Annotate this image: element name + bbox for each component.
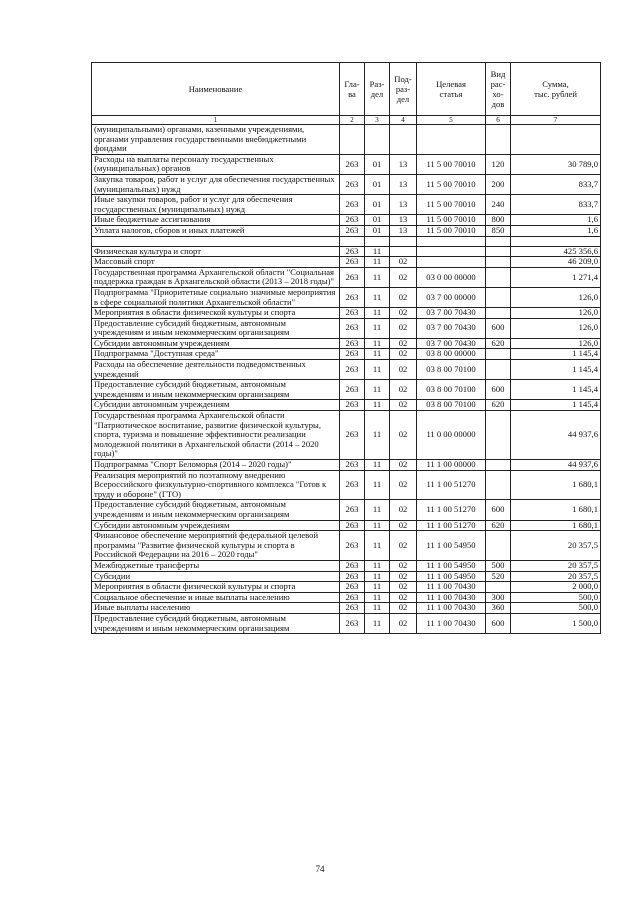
row-sum — [511, 125, 601, 155]
column-number: 4 — [390, 116, 417, 125]
row-name: Подпрограмма "Приоритетные социально значимые мероприятия в сфере социальной политики Архангельской области" — [92, 287, 340, 307]
row-glava: 263 — [340, 531, 365, 561]
row-vid — [486, 470, 511, 500]
row-sum: 1 680,1 — [511, 470, 601, 500]
table-row — [92, 411, 601, 460]
row-target: 11 1 00 70430 — [417, 592, 486, 603]
row-name: Субсидии автономным учреждениям — [92, 520, 340, 531]
table-row — [92, 154, 601, 174]
row-podrazdel: 13 — [390, 174, 417, 194]
row-glava: 263 — [340, 154, 365, 174]
row-razdel: 11 — [365, 470, 390, 500]
header-name: Наименование — [92, 63, 340, 116]
row-target: 11 1 00 51270 — [417, 500, 486, 520]
row-razdel: 11 — [365, 400, 390, 411]
row-glava: 263 — [340, 603, 365, 614]
row-target — [417, 246, 486, 257]
row-target: 03 7 00 70430 — [417, 338, 486, 349]
row-podrazdel: 13 — [390, 215, 417, 226]
row-razdel — [365, 125, 390, 155]
row-sum: 46 209,0 — [511, 257, 601, 268]
row-glava: 263 — [340, 560, 365, 571]
table-row — [92, 400, 601, 411]
row-razdel: 01 — [365, 225, 390, 236]
row-vid: 200 — [486, 174, 511, 194]
row-name: Государственная программа Архангельской области "Патриотическое воспитание, развитие физической культуры, спорта, туризма и повышение эффективности реализации молодежной политики в Архангельской области (2014 – 2020 годы)" — [92, 411, 340, 460]
header-glava: Гла- ва — [340, 63, 365, 116]
header-vid: Вид рас- хо- дов — [486, 63, 511, 116]
column-number: 3 — [365, 116, 390, 125]
row-name: Иные выплаты населению — [92, 603, 340, 614]
row-target: 03 8 00 70100 — [417, 380, 486, 400]
row-razdel — [365, 236, 390, 246]
row-target: 11 1 00 54950 — [417, 571, 486, 582]
row-target: 11 1 00 54950 — [417, 531, 486, 561]
table-row — [92, 571, 601, 582]
row-glava: 263 — [340, 380, 365, 400]
header-razdel: Раз- дел — [365, 63, 390, 116]
column-number: 2 — [340, 116, 365, 125]
table-row — [92, 582, 601, 593]
table-row — [92, 267, 601, 287]
row-name: Подпрограмма "Доступная среда" — [92, 349, 340, 360]
row-podrazdel: 13 — [390, 225, 417, 236]
row-sum: 20 357,5 — [511, 531, 601, 561]
row-name: Предоставление субсидий бюджетным, автономным учреждениям и иным некоммерческим организациям — [92, 380, 340, 400]
row-glava: 263 — [340, 215, 365, 226]
row-glava: 263 — [340, 571, 365, 582]
row-vid: 120 — [486, 154, 511, 174]
row-target — [417, 257, 486, 268]
row-glava: 263 — [340, 287, 365, 307]
row-vid — [486, 125, 511, 155]
row-name: Субсидии автономным учреждениям — [92, 400, 340, 411]
row-name: Уплата налогов, сборов и иных платежей — [92, 225, 340, 236]
row-vid: 360 — [486, 603, 511, 614]
row-razdel: 11 — [365, 360, 390, 380]
row-vid: 500 — [486, 560, 511, 571]
row-podrazdel: 02 — [390, 411, 417, 460]
row-vid — [486, 582, 511, 593]
row-name: Субсидии автономным учреждениям — [92, 338, 340, 349]
row-target: 11 1 00 51270 — [417, 520, 486, 531]
row-podrazdel: 02 — [390, 400, 417, 411]
row-podrazdel: 02 — [390, 360, 417, 380]
row-target: 11 0 00 00000 — [417, 411, 486, 460]
row-glava: 263 — [340, 470, 365, 500]
row-target: 11 1 00 70430 — [417, 582, 486, 593]
row-glava: 263 — [340, 267, 365, 287]
row-podrazdel: 02 — [390, 308, 417, 319]
row-podrazdel: 02 — [390, 613, 417, 633]
row-podrazdel: 13 — [390, 154, 417, 174]
row-razdel: 11 — [365, 338, 390, 349]
table-header-row — [92, 63, 601, 116]
table-row — [92, 215, 601, 226]
row-sum: 126,0 — [511, 338, 601, 349]
row-name: Предоставление субсидий бюджетным, автономным учреждениям и иным некоммерческим организациям — [92, 613, 340, 633]
row-name: Иные закупки товаров, работ и услуг для обеспечения государственных (муниципальных) нужд — [92, 195, 340, 215]
row-razdel: 11 — [365, 411, 390, 460]
row-razdel: 11 — [365, 267, 390, 287]
row-target — [417, 125, 486, 155]
row-name: Подпрограмма "Спорт Беломорья (2014 – 2020 годы)" — [92, 460, 340, 471]
row-glava — [340, 236, 365, 246]
row-name: Финансовое обеспечение мероприятий федеральной целевой программы "Развитие физической культуры и спорта в Российской Федерации на 2016 – 2020 годы" — [92, 531, 340, 561]
row-podrazdel: 13 — [390, 195, 417, 215]
table-row — [92, 592, 601, 603]
row-podrazdel: 02 — [390, 318, 417, 338]
row-vid — [486, 236, 511, 246]
table-row — [92, 531, 601, 561]
row-glava — [340, 125, 365, 155]
row-podrazdel: 02 — [390, 267, 417, 287]
row-name: Расходы на обеспечение деятельности подведомственных учреждений — [92, 360, 340, 380]
row-podrazdel: 02 — [390, 571, 417, 582]
table-row — [92, 318, 601, 338]
row-vid — [486, 349, 511, 360]
table-row — [92, 470, 601, 500]
row-glava: 263 — [340, 174, 365, 194]
row-vid — [486, 257, 511, 268]
row-sum: 2 000,0 — [511, 582, 601, 593]
row-podrazdel: 02 — [390, 287, 417, 307]
row-razdel: 11 — [365, 582, 390, 593]
row-podrazdel: 02 — [390, 460, 417, 471]
row-name: Предоставление субсидий бюджетным, автономным учреждениям и иным некоммерческим организациям — [92, 500, 340, 520]
row-target: 11 5 00 70010 — [417, 225, 486, 236]
header-target: Целевая статья — [417, 63, 486, 116]
row-vid: 600 — [486, 318, 511, 338]
row-sum — [511, 236, 601, 246]
row-vid — [486, 411, 511, 460]
row-name: Реализация мероприятий по поэтапному внедрению Всероссийского физкультурно-спортивного комплекса "Готов к труду и обороне" (ГТО) — [92, 470, 340, 500]
row-vid: 240 — [486, 195, 511, 215]
row-sum: 1 680,1 — [511, 500, 601, 520]
row-sum: 1 271,4 — [511, 267, 601, 287]
row-target: 03 8 00 70100 — [417, 400, 486, 411]
row-glava: 263 — [340, 349, 365, 360]
row-glava: 263 — [340, 460, 365, 471]
row-glava: 263 — [340, 195, 365, 215]
row-name: Мероприятия в области физической культуры и спорта — [92, 308, 340, 319]
row-glava: 263 — [340, 318, 365, 338]
row-target: 11 1 00 70430 — [417, 603, 486, 614]
row-target: 11 5 00 70010 — [417, 195, 486, 215]
table-row — [92, 380, 601, 400]
row-name: Предоставление субсидий бюджетным, автономным учреждениям и иным некоммерческим организациям — [92, 318, 340, 338]
row-target: 11 1 00 00000 — [417, 460, 486, 471]
row-sum: 1 145,4 — [511, 349, 601, 360]
row-sum: 44 937,6 — [511, 411, 601, 460]
row-target: 11 1 00 70430 — [417, 613, 486, 633]
row-podrazdel: 02 — [390, 500, 417, 520]
row-sum: 1 680,1 — [511, 520, 601, 531]
row-target: 11 5 00 70010 — [417, 154, 486, 174]
row-podrazdel: 02 — [390, 257, 417, 268]
row-target: 03 7 00 70430 — [417, 318, 486, 338]
row-sum: 44 937,6 — [511, 460, 601, 471]
row-vid: 620 — [486, 338, 511, 349]
row-vid — [486, 267, 511, 287]
row-target — [417, 236, 486, 246]
row-vid: 600 — [486, 500, 511, 520]
row-name: Государственная программа Архангельской области "Социальная поддержка граждан в Архангельской области (2013 – 2018 годы)" — [92, 267, 340, 287]
row-razdel: 11 — [365, 531, 390, 561]
table-row — [92, 225, 601, 236]
row-target: 03 7 00 00000 — [417, 287, 486, 307]
row-glava: 263 — [340, 520, 365, 531]
table-row — [92, 613, 601, 633]
row-vid — [486, 287, 511, 307]
row-name: Закупка товаров, работ и услуг для обеспечения государственных (муниципальных) нужд — [92, 174, 340, 194]
row-target: 11 1 00 54950 — [417, 560, 486, 571]
table-row — [92, 603, 601, 614]
row-razdel: 11 — [365, 287, 390, 307]
row-glava: 263 — [340, 338, 365, 349]
table-row — [92, 195, 601, 215]
row-glava: 263 — [340, 582, 365, 593]
row-razdel: 11 — [365, 318, 390, 338]
table-body — [92, 125, 601, 634]
row-podrazdel: 02 — [390, 338, 417, 349]
row-vid: 600 — [486, 613, 511, 633]
table-row — [92, 349, 601, 360]
row-sum: 1 145,4 — [511, 380, 601, 400]
row-glava: 263 — [340, 613, 365, 633]
row-razdel: 11 — [365, 257, 390, 268]
row-target: 11 1 00 51270 — [417, 470, 486, 500]
row-sum: 1 145,4 — [511, 360, 601, 380]
column-number-row — [92, 116, 601, 125]
row-vid — [486, 308, 511, 319]
row-sum: 833,7 — [511, 174, 601, 194]
row-sum: 833,7 — [511, 195, 601, 215]
row-podrazdel: 02 — [390, 520, 417, 531]
row-podrazdel — [390, 125, 417, 155]
row-glava: 263 — [340, 360, 365, 380]
table-row — [92, 460, 601, 471]
row-glava: 263 — [340, 500, 365, 520]
table-row — [92, 125, 601, 155]
row-podrazdel — [390, 236, 417, 246]
row-razdel: 11 — [365, 560, 390, 571]
row-name: Субсидии — [92, 571, 340, 582]
table-row — [92, 308, 601, 319]
table-row — [92, 174, 601, 194]
row-podrazdel: 02 — [390, 603, 417, 614]
budget-table — [91, 62, 601, 634]
table-row — [92, 246, 601, 257]
row-vid: 620 — [486, 400, 511, 411]
row-sum: 1 500,0 — [511, 613, 601, 633]
row-target: 03 8 00 70100 — [417, 360, 486, 380]
table-row — [92, 520, 601, 531]
row-name: Массовый спорт — [92, 257, 340, 268]
row-glava: 263 — [340, 225, 365, 236]
row-razdel: 11 — [365, 380, 390, 400]
row-razdel: 11 — [365, 603, 390, 614]
row-razdel: 01 — [365, 154, 390, 174]
row-name — [92, 236, 340, 246]
row-name: Межбюджетные трансферты — [92, 560, 340, 571]
row-sum: 1 145,4 — [511, 400, 601, 411]
row-podrazdel: 02 — [390, 531, 417, 561]
column-number: 6 — [486, 116, 511, 125]
row-target: 03 8 00 00000 — [417, 349, 486, 360]
row-target: 11 5 00 70010 — [417, 174, 486, 194]
row-podrazdel: 02 — [390, 582, 417, 593]
spacer-row — [92, 236, 601, 246]
row-vid — [486, 246, 511, 257]
row-sum: 20 357,5 — [511, 571, 601, 582]
table-row — [92, 500, 601, 520]
row-vid — [486, 531, 511, 561]
row-razdel: 11 — [365, 592, 390, 603]
page-number: 74 — [315, 864, 325, 874]
column-number: 1 — [92, 116, 340, 125]
row-sum: 126,0 — [511, 308, 601, 319]
row-sum: 500,0 — [511, 592, 601, 603]
row-target: 11 5 00 70010 — [417, 215, 486, 226]
row-name: Физическая культура и спорт — [92, 246, 340, 257]
row-razdel: 11 — [365, 246, 390, 257]
row-razdel: 11 — [365, 571, 390, 582]
row-vid: 300 — [486, 592, 511, 603]
row-glava: 263 — [340, 411, 365, 460]
row-sum: 1,6 — [511, 215, 601, 226]
row-razdel: 11 — [365, 500, 390, 520]
table-row — [92, 360, 601, 380]
row-name: (муниципальными) органами, казенными учреждениями, органами управления государственными внебюджетными фондами — [92, 125, 340, 155]
row-glava: 263 — [340, 246, 365, 257]
row-name: Мероприятия в области физической культуры и спорта — [92, 582, 340, 593]
row-vid — [486, 460, 511, 471]
column-number: 5 — [417, 116, 486, 125]
row-razdel: 11 — [365, 308, 390, 319]
row-vid — [486, 360, 511, 380]
row-glava: 263 — [340, 308, 365, 319]
row-sum: 126,0 — [511, 318, 601, 338]
row-target: 03 0 00 00000 — [417, 267, 486, 287]
column-number: 7 — [511, 116, 601, 125]
row-podrazdel — [390, 246, 417, 257]
row-razdel: 11 — [365, 613, 390, 633]
row-razdel: 11 — [365, 460, 390, 471]
table-row — [92, 338, 601, 349]
row-podrazdel: 02 — [390, 470, 417, 500]
row-sum: 500,0 — [511, 603, 601, 614]
row-podrazdel: 02 — [390, 349, 417, 360]
row-vid: 620 — [486, 520, 511, 531]
row-glava: 263 — [340, 592, 365, 603]
row-sum: 126,0 — [511, 287, 601, 307]
row-glava: 263 — [340, 257, 365, 268]
row-name: Расходы на выплаты персоналу государственных (муниципальных) органов — [92, 154, 340, 174]
row-podrazdel: 02 — [390, 380, 417, 400]
row-sum: 20 357,5 — [511, 560, 601, 571]
row-razdel: 11 — [365, 520, 390, 531]
table-row — [92, 287, 601, 307]
row-target: 03 7 00 70430 — [417, 308, 486, 319]
row-podrazdel: 02 — [390, 560, 417, 571]
row-razdel: 01 — [365, 195, 390, 215]
row-vid: 600 — [486, 380, 511, 400]
row-sum: 1,6 — [511, 225, 601, 236]
row-sum: 425 356,6 — [511, 246, 601, 257]
row-podrazdel: 02 — [390, 592, 417, 603]
header-podrazdel: Под- раз- дел — [390, 63, 417, 116]
row-vid: 850 — [486, 225, 511, 236]
row-glava: 263 — [340, 400, 365, 411]
row-vid: 520 — [486, 571, 511, 582]
table-row — [92, 257, 601, 268]
table-row — [92, 560, 601, 571]
header-sum: Сумма, тыс. рублей — [511, 63, 601, 116]
row-razdel: 11 — [365, 349, 390, 360]
row-sum: 30 789,0 — [511, 154, 601, 174]
row-name: Иные бюджетные ассигнования — [92, 215, 340, 226]
row-razdel: 01 — [365, 174, 390, 194]
row-name: Социальное обеспечение и иные выплаты населению — [92, 592, 340, 603]
row-razdel: 01 — [365, 215, 390, 226]
row-vid: 800 — [486, 215, 511, 226]
